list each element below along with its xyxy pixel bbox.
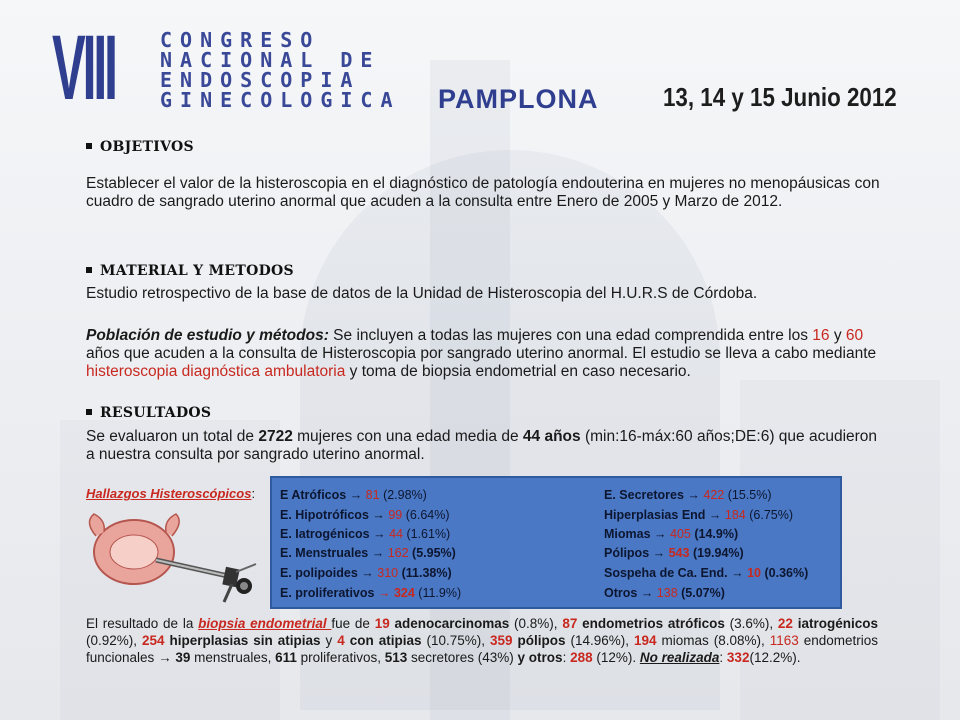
congress-roman-numeral: VIII bbox=[52, 17, 115, 119]
count: 194 bbox=[633, 633, 657, 648]
bullet-icon bbox=[86, 267, 92, 273]
count: 332 bbox=[726, 650, 750, 665]
material-text: Estudio retrospectivo de la base de datos de la Unidad de Histeroscopia del H.U.R.S de Córdoba. bbox=[86, 285, 758, 302]
finding-name: E. polipoides bbox=[280, 566, 358, 580]
congress-city: PAMPLONA bbox=[438, 84, 599, 114]
finding-value: 138 bbox=[656, 586, 678, 600]
finding-row bbox=[604, 586, 725, 600]
finding-pct: (15.5%) bbox=[727, 488, 772, 502]
text-part: iatrogénicos bbox=[797, 616, 878, 631]
text-part: miomas (8.08%), bbox=[656, 633, 770, 648]
heading-resultados bbox=[86, 405, 211, 421]
resultados-part: Se evaluaron un total de bbox=[86, 428, 259, 445]
finding-name: E. proliferativos bbox=[280, 586, 375, 600]
finding-row bbox=[604, 527, 738, 541]
arrow-icon: → bbox=[158, 650, 172, 665]
finding-row bbox=[280, 586, 461, 600]
finding-name: E. Secretores bbox=[604, 488, 684, 502]
finding-name: Otros bbox=[604, 586, 638, 600]
hallazgos-heading bbox=[86, 486, 255, 501]
finding-value: 10 bbox=[747, 566, 761, 580]
text-part: hiperplasias sin atipias bbox=[164, 633, 321, 648]
finding-pct: (6.75%) bbox=[749, 508, 794, 522]
poblacion-text: Se incluyen a todas las mujeres con una edad comprendida entre los bbox=[328, 327, 813, 344]
finding-row bbox=[604, 488, 772, 502]
text-part: (12.2%). bbox=[749, 650, 801, 665]
finding-row bbox=[280, 488, 427, 502]
hallazgos-label: Hallazgos Histeroscópicos bbox=[86, 486, 252, 501]
finding-pct: (0.36%) bbox=[764, 566, 809, 580]
arrow-icon: → bbox=[727, 566, 748, 580]
hallazgos-colon: : bbox=[251, 486, 256, 501]
hallazgos-table bbox=[270, 476, 842, 609]
arrow-icon: → bbox=[369, 527, 390, 541]
arrow-icon: → bbox=[368, 508, 389, 522]
total-count: 2722 bbox=[258, 428, 293, 445]
congress-title bbox=[160, 30, 401, 110]
congress-line: CONGRESO bbox=[160, 28, 321, 52]
finding-row bbox=[280, 566, 452, 580]
finding-value: 310 bbox=[377, 566, 399, 580]
text-part: (0.92%), bbox=[86, 633, 142, 648]
finding-pct: (1.61%) bbox=[406, 527, 451, 541]
age-max: 60 bbox=[845, 327, 864, 344]
no-realizada-label: No realizada bbox=[639, 650, 720, 665]
arrow-icon: → bbox=[649, 546, 669, 560]
hysteroscope-illustration bbox=[86, 502, 266, 608]
arrow-icon: → bbox=[650, 527, 670, 541]
arrow-icon: → bbox=[374, 586, 394, 600]
heading-material-text: MATERIAL Y METODOS bbox=[100, 263, 294, 279]
congress-line: ENDOSCOPIA bbox=[160, 68, 361, 92]
finding-row bbox=[604, 566, 808, 580]
resultados-text bbox=[86, 428, 886, 464]
text-part: endometrios atróficos bbox=[577, 616, 725, 631]
bullet-icon bbox=[86, 409, 92, 415]
count: 611 bbox=[275, 650, 297, 665]
text-part: endometrios funcionales bbox=[86, 633, 879, 665]
count: 359 bbox=[489, 633, 513, 648]
count: 87 bbox=[562, 616, 578, 631]
count: 22 bbox=[777, 616, 793, 631]
biopsia-link-text: biopsia endometrial bbox=[198, 616, 332, 631]
poblacion-text: años que acuden a la consulta de Histeroscopia por sangrado uterino anormal. El estudio se lleva a cabo mediante bbox=[86, 345, 877, 362]
text-part: y otros bbox=[517, 650, 563, 665]
count: 39 bbox=[171, 650, 191, 665]
text-part: fue de bbox=[331, 616, 375, 631]
finding-row bbox=[280, 508, 450, 522]
count: 513 bbox=[384, 650, 408, 665]
text-part: menstruales, bbox=[190, 650, 276, 665]
heading-objetivos bbox=[86, 139, 194, 155]
resultados-part: (min:16-máx:60 años;DE:6) que acudieron a nuestra consulta por sangrado uterino anormal. bbox=[86, 428, 878, 463]
finding-value: 162 bbox=[387, 546, 409, 560]
congress-line: NACIONAL DE bbox=[160, 48, 381, 72]
mean-age: 44 años bbox=[522, 428, 581, 445]
text-part: (14.96%), bbox=[565, 633, 634, 648]
count: 1163 bbox=[769, 633, 799, 648]
finding-row bbox=[604, 546, 744, 560]
poblacion-paragraph bbox=[86, 327, 886, 381]
arrow-icon: → bbox=[637, 586, 657, 600]
heading-resultados-text: RESULTADOS bbox=[100, 405, 212, 421]
finding-pct: (2.98%) bbox=[383, 488, 427, 502]
text-part: : bbox=[719, 650, 727, 665]
finding-pct: (11.9%) bbox=[418, 586, 462, 600]
text-part: adenocarcinomas bbox=[389, 616, 510, 631]
arrow-icon: → bbox=[357, 566, 378, 580]
finding-name: E. Menstruales bbox=[280, 546, 369, 560]
objetivos-text: Establecer el valor de la histeroscopia en el diagnóstico de patología endouterina en mujeres no menopáusicas con cuadro de sangrado uterino anormal que acuden a la consulta entre Enero de 2005 y Marzo de 2012. bbox=[86, 175, 880, 210]
resultados-part: mujeres con una edad media de bbox=[292, 428, 523, 445]
finding-row bbox=[280, 527, 450, 541]
finding-name: Sospeha de Ca. End. bbox=[604, 566, 728, 580]
count: 4 bbox=[337, 633, 345, 648]
count: 288 bbox=[570, 650, 593, 665]
finding-name: E. Iatrogénicos bbox=[280, 527, 370, 541]
text-part: (10.75%), bbox=[421, 633, 490, 648]
text-part: con atipias bbox=[344, 633, 422, 648]
biopsia-paragraph bbox=[86, 615, 878, 666]
finding-value: 324 bbox=[393, 586, 415, 600]
finding-pct: (19.94%) bbox=[692, 546, 744, 560]
finding-value: 543 bbox=[668, 546, 690, 560]
age-min: 16 bbox=[812, 327, 830, 344]
finding-name: E. Hipotróficos bbox=[280, 508, 369, 522]
count: 254 bbox=[142, 633, 165, 648]
finding-value: 44 bbox=[389, 527, 403, 541]
finding-value: 422 bbox=[703, 488, 725, 502]
congress-dates: 13, 14 y 15 Junio 2012 bbox=[663, 82, 897, 112]
finding-value: 99 bbox=[388, 508, 403, 522]
congress-line: GINECOLOGICA bbox=[160, 88, 401, 112]
finding-pct: (11.38%) bbox=[401, 566, 452, 580]
text-part: : bbox=[562, 650, 571, 665]
finding-name: Hiperplasias End bbox=[604, 508, 706, 522]
bullet-icon bbox=[86, 143, 92, 149]
finding-name: E Atróficos bbox=[280, 488, 347, 502]
poblacion-text: y toma de biopsia endometrial en caso necesario. bbox=[345, 363, 691, 380]
heading-material bbox=[86, 263, 294, 279]
finding-name: Miomas bbox=[604, 527, 651, 541]
text-part: (3.6%), bbox=[724, 616, 778, 631]
text-part: (0.8%), bbox=[509, 616, 563, 631]
arrow-icon: → bbox=[705, 508, 725, 522]
text-part: (12%). bbox=[592, 650, 640, 665]
finding-pct: (14.9%) bbox=[694, 527, 739, 541]
poblacion-label: Población de estudio y métodos: bbox=[86, 327, 329, 344]
finding-row bbox=[280, 546, 456, 560]
finding-value: 405 bbox=[670, 527, 691, 541]
finding-pct: (6.64%) bbox=[405, 508, 450, 522]
text-part: secretores (43%) bbox=[407, 650, 518, 665]
heading-objetivos-text: OBJETIVOS bbox=[100, 139, 194, 155]
arrow-icon: → bbox=[346, 488, 366, 502]
procedure-text: histeroscopia diagnóstica ambulatoria bbox=[86, 363, 346, 380]
finding-value: 81 bbox=[365, 488, 380, 502]
text-part: proliferativos, bbox=[296, 650, 385, 665]
poblacion-text: y bbox=[829, 327, 846, 344]
text-part: pólipos bbox=[512, 633, 566, 648]
finding-row bbox=[604, 508, 793, 522]
text-part: El resultado de la bbox=[86, 616, 199, 631]
finding-pct: (5.07%) bbox=[681, 586, 725, 600]
text-part: y bbox=[320, 633, 338, 648]
arrow-icon: → bbox=[683, 488, 704, 502]
count: 19 bbox=[374, 616, 390, 631]
finding-pct: (5.95%) bbox=[412, 546, 456, 560]
finding-value: 184 bbox=[724, 508, 746, 522]
arrow-icon: → bbox=[368, 546, 388, 560]
finding-name: Pólipos bbox=[604, 546, 650, 560]
